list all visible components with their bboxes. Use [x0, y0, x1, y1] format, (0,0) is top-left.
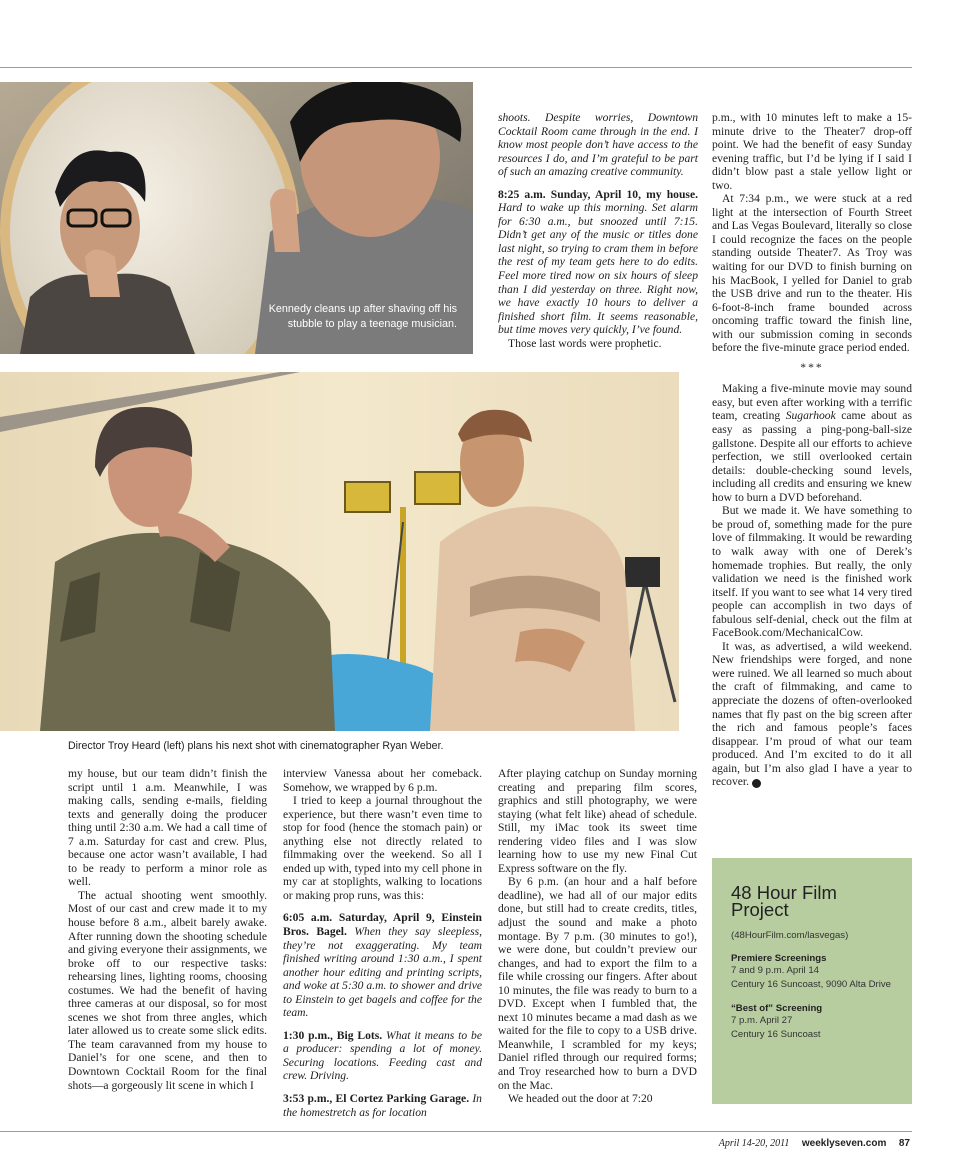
journal-heading: 6:05 a.m. Saturday, April 9, Einstein Bros. Bagel. [283, 911, 482, 939]
journal-text: What it means to be a producer: spending a lot of money. Securing locations. Feeding cast and crew. Driving. [283, 1028, 482, 1083]
column-middle-top [498, 111, 698, 350]
sidebar-best-venue: Century 16 Suncoast [731, 1028, 821, 1040]
photo-kennedy-mirror [0, 82, 473, 354]
column-1 [68, 767, 267, 1092]
column-3 [498, 767, 697, 1106]
journal-heading: 1:30 p.m., Big Lots. [283, 1028, 383, 1042]
journal-text: Hard to wake up this morning. Set alarm for 6:30 a.m., but snoozed until 7:15. Didn’t get any of the music or titles done last night, so trying to cram them in before the rest of my team gets here to do edits. Feel more tired now on six hours of sleep than I did yesterday on three. Right now, we have exactly 10 hours to deliver a finished short film. It seems reasonable, but time moves very quickly, I’ve found. [498, 201, 698, 337]
paragraph [712, 640, 912, 789]
text-span: Making a five-minute movie may sound easy, but even after working with a terrific team, creating [712, 382, 912, 423]
text-span: came about as easy as passing a ping-pong-ball-size gallstone. Despite all our efforts to achieve perfection, we still overlooked certain details: double-checking sound levels, including all credits and ensuring we knew how to burn a DVD beforehand. [712, 409, 912, 504]
sidebar-url: (48HourFilm.com/lasvegas) [731, 930, 849, 941]
film-title: Sugarhook [785, 409, 836, 423]
sidebar-premiere-time: 7 and 9 p.m. April 14 [731, 965, 819, 976]
journal-heading: 8:25 a.m. Sunday, April 10, my house. [498, 187, 698, 201]
paragraph: By 6 p.m. (an hour and a half before deadline), we had all of our major edits done, but still had to create credits, titles, adjust the sound and make a photo montage. By 7 p.m. (30 minutes to go!), we were done, but couldn’t preview our changes, and had to export the film to a file while crossing our fingers. After about 10 minutes, the file was ready to burn to a DVD. Except when I fumbled that, the next 10 minutes became a mad dash as we waited for the file to copy to a USB drive. Meanwhile, I scrambled for my keys; Daniel rifled through our required forms; and Troy researched how to burn a DVD on the Mac. [498, 875, 697, 1092]
journal-entry [283, 1029, 482, 1083]
paragraph: The actual shooting went smoothly. Most of our cast and crew made it to my house before 8 a.m., albeit barely awake. After running down the shooting schedule and giving everyone their assignments, we broke off to our respective tasks: rehearsing lines, lighting rooms, choosing costumes. We had the benefit of having three cameras at our disposal, so for most scenes we shot from three angles, which later allowed us to create some slick edits. The team caravanned from my house to Daniel’s for one scene, and then to Downtown Cocktail Room for the final shots—a gorgeously lit scene in which I [68, 888, 267, 1092]
paragraph: But we made it. We have something to be proud of, something made for the pure love of filmmaking. It would be rewarding to walk away with one of Derek’s homemade trophies. But really, the only validation we need is the finished work itself. If you want to see what 14 very tired people can accomplish in two days of fabulous self-denial, check out the film at FaceBook.com/MechanicalCow. [712, 504, 912, 640]
sidebar-premiere-heading: Premiere Screenings [731, 953, 827, 964]
journal-text: When they say sleepless, they’re not exaggerating. My team finished writing around 1:30 a.m., I spent another hour editing and printing scripts, and woke at 5:30 a.m. to shower and drive to Einstein to get bagels and coffee for the team. [283, 925, 482, 1020]
sidebar-premiere-venue: Century 16 Suncoast, 9090 Alta Drive [731, 978, 891, 990]
top-rule [0, 67, 912, 68]
photo-main-image [0, 372, 679, 731]
paragraph: At 7:34 p.m., we were stuck at a red light at the intersection of Fourth Street and Las Vegas Boulevard, literally so close I could recognize the faces on the people standing outside Theater7. As Troy was waiting for our DVD to finish burning on his MacBook, I yelled for Daniel to grab the USB drive and run to the theater. His 6-foot-8-inch frame bounded across oncoming traffic toward the finish line, with our submission coming in seconds before the five-minute grace period ended. [712, 192, 912, 355]
journal-entry [283, 911, 482, 1019]
end-mark-icon: 7 [752, 779, 761, 788]
photo-main-caption: Director Troy Heard (left) plans his next shot with cinematographer Ryan Weber. [68, 740, 444, 752]
paragraph: After playing catchup on Sunday morning creating and preparing film scores, graphics and still photography, we were staying (what felt like) ahead of schedule. Still, my iMac took its sweet time rendering video files and I was slow learning how to use my new Final Cut Express software on the fly. [498, 767, 697, 875]
page-folio [719, 1138, 910, 1149]
page-number: 87 [898, 1138, 910, 1149]
column-2 [283, 767, 482, 1119]
paragraph: We headed out the door at 7:20 [508, 1092, 653, 1106]
journal-entry [283, 1092, 482, 1119]
sidebar-48-hour-film-project [712, 858, 912, 1104]
journal-heading: 3:53 p.m., El Cortez Parking Garage. [283, 1092, 470, 1106]
bottom-rule [0, 1131, 912, 1132]
paragraph: interview Vanessa about her comeback. Somehow, we wrapped by 6 p.m. [283, 767, 482, 794]
paragraph: Those last words were prophetic. [508, 336, 662, 350]
section-separator: *** [800, 360, 824, 374]
paragraph [712, 382, 912, 504]
journal-text: In the homestretch as for location [283, 1092, 482, 1119]
sidebar-best-time: 7 p.m. April 27 [731, 1015, 793, 1026]
paragraph: shoots. Despite worries, Downtown Cocktail Room came through in the end. I know most people don’t have access to the resources I do, and I’m grateful to be part of such an amazing creative community. [498, 111, 698, 179]
column-right [712, 111, 912, 789]
paragraph: p.m., with 10 minutes left to make a 15-minute drive to the Theater7 drop-off point. We had the benefit of easy Sunday evening traffic, but I’d be lying if I said I didn’t blow past a stale yellow light or two. [712, 111, 912, 192]
photo-top-caption: Kennedy cleans up after shaving off his stubble to play a teenage musician. [268, 303, 457, 330]
sidebar-title: 48 Hour Film Project [731, 882, 837, 920]
folio-site: weeklyseven.com [801, 1138, 887, 1149]
text-span: It was, as advertised, a wild weekend. New friendships were forged, and none were ruined. We all learned so much about the craft of filmmaking, and came to appreciate the dozens of often-overlooked names that fly past on the big screen after the rich and famous people’s faces disappear. I’m proud of what our team produced. And I’m excited to do it all again, but I’m also glad I have a year to recover. [712, 639, 912, 789]
journal-entry [498, 188, 698, 337]
paragraph: I tried to keep a journal throughout the experience, but there wasn’t even time to stop for food (hence the stomach pain) or anything else not directly related to filmmaking over the weekend. So all I ended up with, typed into my cell phone in my car at stoplights, walking to locations or making prop runs, was this: [283, 794, 482, 902]
folio-date: April 14-20, 2011 [718, 1138, 790, 1149]
photo-director-cinematographer [0, 372, 679, 731]
paragraph: my house, but our team didn’t finish the script until 1 a.m. Meanwhile, I was making calls, sending e-mails, fielding texts and generally doing the producer thing until 2:30 a.m. We had a call time of 7 a.m. Saturday for cast and crew. Plus, because one actor wasn’t available, I had to be ready to perform a minor role as well. [68, 767, 267, 889]
sidebar-best-heading: “Best of” Screening [731, 1003, 823, 1014]
